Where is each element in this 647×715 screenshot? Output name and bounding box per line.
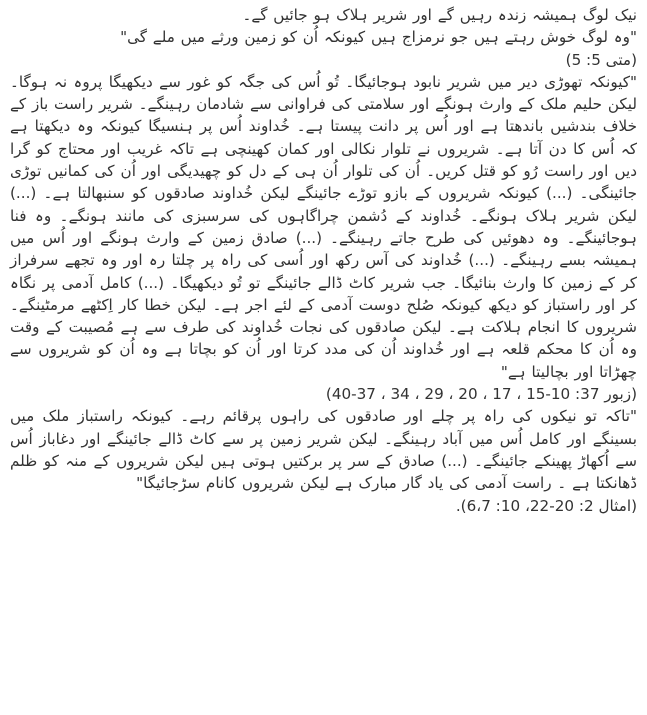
quote-proverbs: "تاکہ تو نیکوں کی راہ پر چلے اور صادقوں کی راہوں پرقائم رہے۔ کیونکہ راستباز ملک میں بسینگے اور کامل اُس میں آباد رہینگے۔ لیکن شریر زمین پر سے کاٹ ڈالے جائینگے اور دغاباز اُس سے اُکھاڑ پھینکے جائینگے۔ (...) صادق کے سر پر برکتیں ہوتی ہیں لیکن شریروں کے منہ کو ظلم ڈھانکتا ہے ۔ راست آدمی کی یاد گار مبارک ہے لیکن شریروں کانام سڑجائیگا": [10, 407, 637, 493]
quote-psalm-37: "کیونکہ تھوڑی دیر میں شریر نابود ہوجائیگا۔ تُو اُس کی جگہ کو غور سے دیکھیگا پروہ نہ ہوگا۔ لیکن حلیم ملک کے وارث ہونگے اور سلامتی کی فراوانی سے شادمان رہینگے۔ شریر راست باز کے خلاف بندشیں باندھتا ہے اور اُس پر دانت پیستا ہے۔ خُداوند اُس پر ہنسیگا کیونکہ وہ دیکھتا ہے کہ اُس کا دن آتا ہے۔ شریروں نے تلوار نکالی اور کمان کھینچی ہے تاکہ غریب اور محتاج کو گرا دیں اور راست رُو کو قتل کریں۔ اُن کی تلوار اُن ہی کے دل کو چھیدیگی اور اُن کی کمانیں توڑی جائینگی۔ (...) کیونکہ شریروں کے بازو توڑے جائینگے لیکن خُداوند صادقوں کو سنبھالتا ہے۔ (...) لیکن شریر ہلاک ہونگے۔ خُداوند کے دُشمن چراگاہوں کی سرسبزی کی مانند ہونگے۔ وہ فنا ہوجائینگے۔ وہ دھوئیں کی طرح جاتے رہینگے۔ (...) صادق زمین کے وارث ہونگے اور اُس میں ہمیشہ بسے رہینگے۔ (...) خُداوند کی آس رکھ اور اُسی کی راہ پر چلتا رہ اور وہ تجھے سرفراز کر کے زمین کا وارث بنائیگا۔ جب شریر کاٹ ڈالے جائینگے تو تُو دیکھیگا۔ (...) کامل آدمی پر نگاہ کر اور راستباز کو دیکھ کیونکہ صُلح دوست آدمی کے لئے اجر ہے۔ لیکن خطا کار اِکٹھے مرمٹینگے۔ شریروں کا انجام ہلاکت ہے۔ لیکن صادقوں کی نجات خُداوند کی طرف سے ہے مُصیبت کے وقت وہ اُن کا محکم قلعہ ہے اور خُداوند اُن کی مدد کرتا اور اُن کو بچاتا ہے وہ اُن کو شریروں سے چھڑاتا اور بچالیتا ہے": [10, 72, 637, 381]
reference-psalm-37-text: (زبور 37: 10-15 ، 17 ، 20 ، 29 ، 34 ، 37-40): [325, 385, 637, 404]
reference-psalm-37: [10, 383, 637, 405]
quote-matthew: "وہ لوگ خوش رہتے ہیں جو نرمزاج ہیں کیونکہ اُن کو زمین ورثے میں ملے گی": [120, 28, 637, 47]
intro-line: نیک لوگ ہمیشہ زندہ رہیں گے اور شریر ہلاک ہو جائیں گے۔: [242, 6, 637, 24]
reference-proverbs: [10, 495, 637, 517]
reference-proverbs-text: (امثال 2: 20-22، 10: 6،7).: [455, 496, 637, 515]
reference-matthew-text: (متی 5: 5): [565, 50, 637, 69]
reference-matthew: [10, 49, 637, 71]
